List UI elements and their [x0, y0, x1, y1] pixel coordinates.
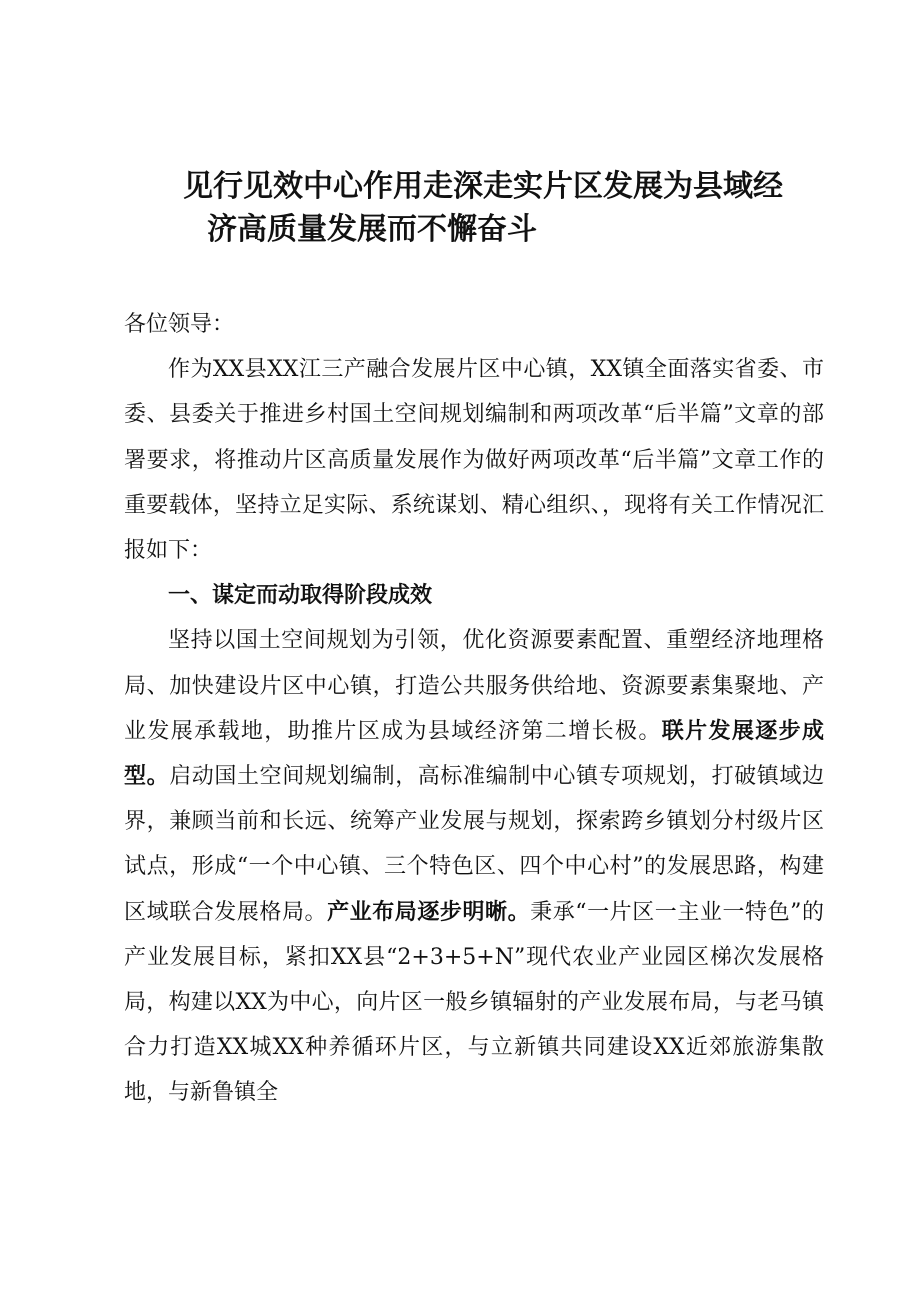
document-body	[124, 302, 824, 1116]
paragraph-text-1: 启动国土空间规划编制，高标准编制中心镇专项规划，打破镇域边界，兼顾当前和长远、统筹产业发展与规划，探索跨乡镇划分村级片区试点，形成“一个中心镇、三个特色区、四个中心村”的发展思路，构建区域联合发展格局。	[124, 764, 824, 925]
document-title	[183, 165, 813, 251]
bold-lead-1: 联片发展逐步成型。	[124, 718, 824, 790]
section-paragraph	[124, 618, 824, 1115]
section-intro-text: 坚持以国土空间规划为引领，优化资源要素配置、重塑经济地理格局、加快建设片区中心镇，打造公共服务供给地、资源要素集聚地、产业发展承载地，助推片区成为县域经济第二增长极。	[124, 628, 824, 744]
intro-paragraph: 作为XX县XX江三产融合发展片区中心镇，XX镇全面落实省委、市委、县委关于推进乡村国土空间规划编制和两项改革“后半篇”文章的部署要求，将推动片区高质量发展作为做好两项改革“后半篇”文章工作的重要载体，坚持立足实际、系统谋划、精心组织、，现将有关工作情况汇报如下：	[124, 357, 824, 564]
salutation: 各位领导：	[124, 312, 235, 337]
paragraph-text-2: 秉承“一片区一主业一特色”的产业发展目标，紧扣XX县“2+3+5+N”现代农业产业园区梯次发展格局，构建以XX为中心，向片区一般乡镇辐射的产业发展布局，与老马镇合力打造XX城XX种养循环片区，与立新镇共同建设XX近郊旅游集散地，与新鲁镇全	[124, 899, 824, 1106]
title-line-2: 济高质量发展而不懈奋斗	[207, 212, 537, 247]
bold-lead-2: 产业布局逐步明晰。	[327, 899, 531, 925]
title-line-1: 见行见效中心作用走深走实片区发展为县域经	[183, 169, 783, 204]
section-heading: 一、谋定而动取得阶段成效	[168, 583, 433, 609]
